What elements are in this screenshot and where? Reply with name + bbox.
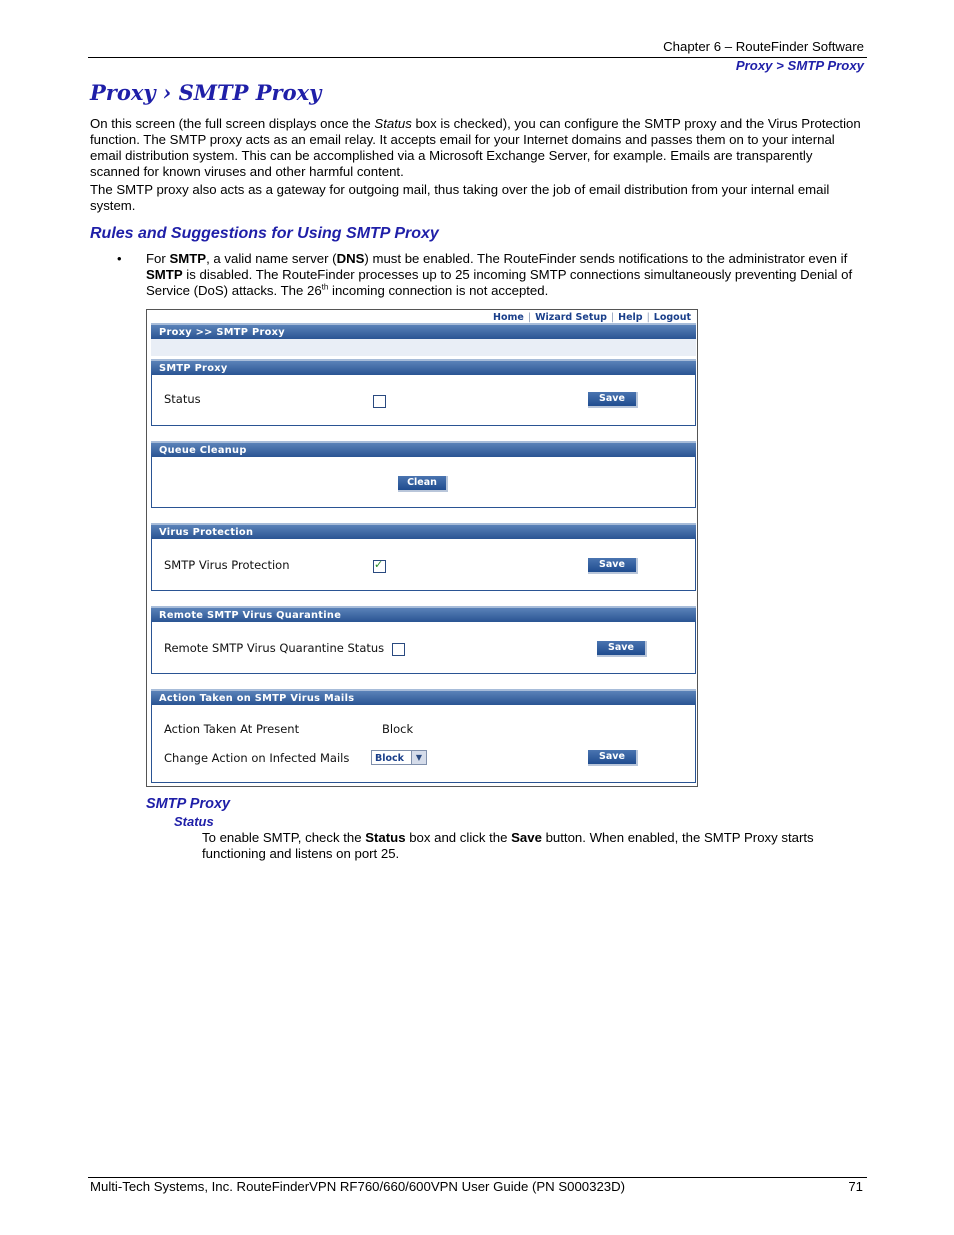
remote-quarantine-checkbox[interactable] [392, 643, 405, 656]
status-save-button[interactable]: Save [588, 392, 638, 408]
caption-field: Status [174, 814, 214, 829]
top-nav: Home | Wizard Setup | Help | Logout [493, 312, 691, 323]
caption-description: To enable SMTP, check the Status box and click the Save button. When enabled, the SMTP Proxy starts functioning and listens on port 25. [202, 830, 814, 861]
intro-paragraph-2: The SMTP proxy also acts as a gateway for outgoing mail, thus taking over the job of email distribution from your internal email system. [90, 182, 830, 213]
running-header-chapter: Chapter 6 – RouteFinder Software [663, 39, 864, 54]
remote-save-button[interactable]: Save [597, 641, 647, 657]
virus-save-button[interactable]: Save [588, 558, 638, 574]
footer-rule [88, 1177, 867, 1178]
page-title: Proxy › SMTP Proxy [90, 80, 322, 105]
footer-text: Multi-Tech Systems, Inc. RouteFinderVPN RF760/660/600VPN User Guide (PN S000323D) [90, 1179, 626, 1194]
change-action-select[interactable]: Block ▼ [371, 750, 427, 765]
nav-logout-link[interactable]: Logout [653, 312, 691, 323]
page-strip [151, 339, 696, 356]
running-header-section: Proxy > SMTP Proxy [735, 58, 864, 73]
smtp-proxy-bar: SMTP Proxy [151, 359, 696, 375]
page-number: 71 [848, 1179, 863, 1194]
remote-quarantine-bar: Remote SMTP Virus Quarantine [151, 606, 696, 622]
clean-button[interactable]: Clean [398, 476, 448, 492]
caption-section: SMTP Proxy [146, 796, 231, 812]
virus-protection-section [151, 539, 696, 591]
queue-cleanup-section [151, 457, 696, 508]
action-present-value: Block [382, 722, 414, 736]
status-label: Status [164, 392, 201, 406]
queue-cleanup-bar: Queue Cleanup [151, 441, 696, 457]
action-taken-section [151, 705, 696, 783]
remote-quarantine-section [151, 622, 696, 674]
rules-heading: Rules and Suggestions for Using SMTP Proxy [90, 225, 439, 242]
virus-protection-bar: Virus Protection [151, 523, 696, 539]
rules-bullet: For SMTP, a valid name server (DNS) must be enabled. The RouteFinder sends notifications to the administrator even if SMTP is disabled. The RouteFinder processes up to 25 incoming SMTP connections simultaneously preventing Denial of Service (DoS) attacks. The 26th incoming connection is not accepted. [146, 251, 853, 298]
remote-quarantine-label: Remote SMTP Virus Quarantine Status [164, 641, 385, 655]
nav-wizard-setup-link[interactable]: Wizard Setup [535, 312, 607, 323]
smtp-proxy-screenshot [146, 309, 698, 787]
intro-paragraph-1: On this screen (the full screen displays once the Status box is checked), you can configure the SMTP proxy and the Virus Protection function. The SMTP proxy acts as an email relay. It accepts email for your Internet domains and passes them on to your internal email distribution system. This can be accomplished via a Microsoft Exchange Server, for example. Emails are transparently scanned for known viruses and other harmful content. [90, 116, 861, 179]
nav-help-link[interactable]: Help [618, 312, 643, 323]
status-checkbox[interactable] [373, 395, 386, 408]
action-present-label: Action Taken At Present [164, 722, 300, 736]
virus-protection-label: SMTP Virus Protection [164, 558, 290, 572]
bullet-icon: • [117, 251, 122, 266]
smtp-proxy-section [151, 375, 696, 426]
nav-home-link[interactable]: Home [493, 312, 524, 323]
virus-protection-checkbox[interactable] [373, 560, 386, 573]
chevron-down-icon: ▼ [411, 751, 426, 764]
change-action-label: Change Action on Infected Mails [164, 751, 350, 765]
action-save-button[interactable]: Save [588, 750, 638, 766]
page-bar: Proxy >> SMTP Proxy [151, 323, 696, 339]
action-taken-bar: Action Taken on SMTP Virus Mails [151, 689, 696, 705]
